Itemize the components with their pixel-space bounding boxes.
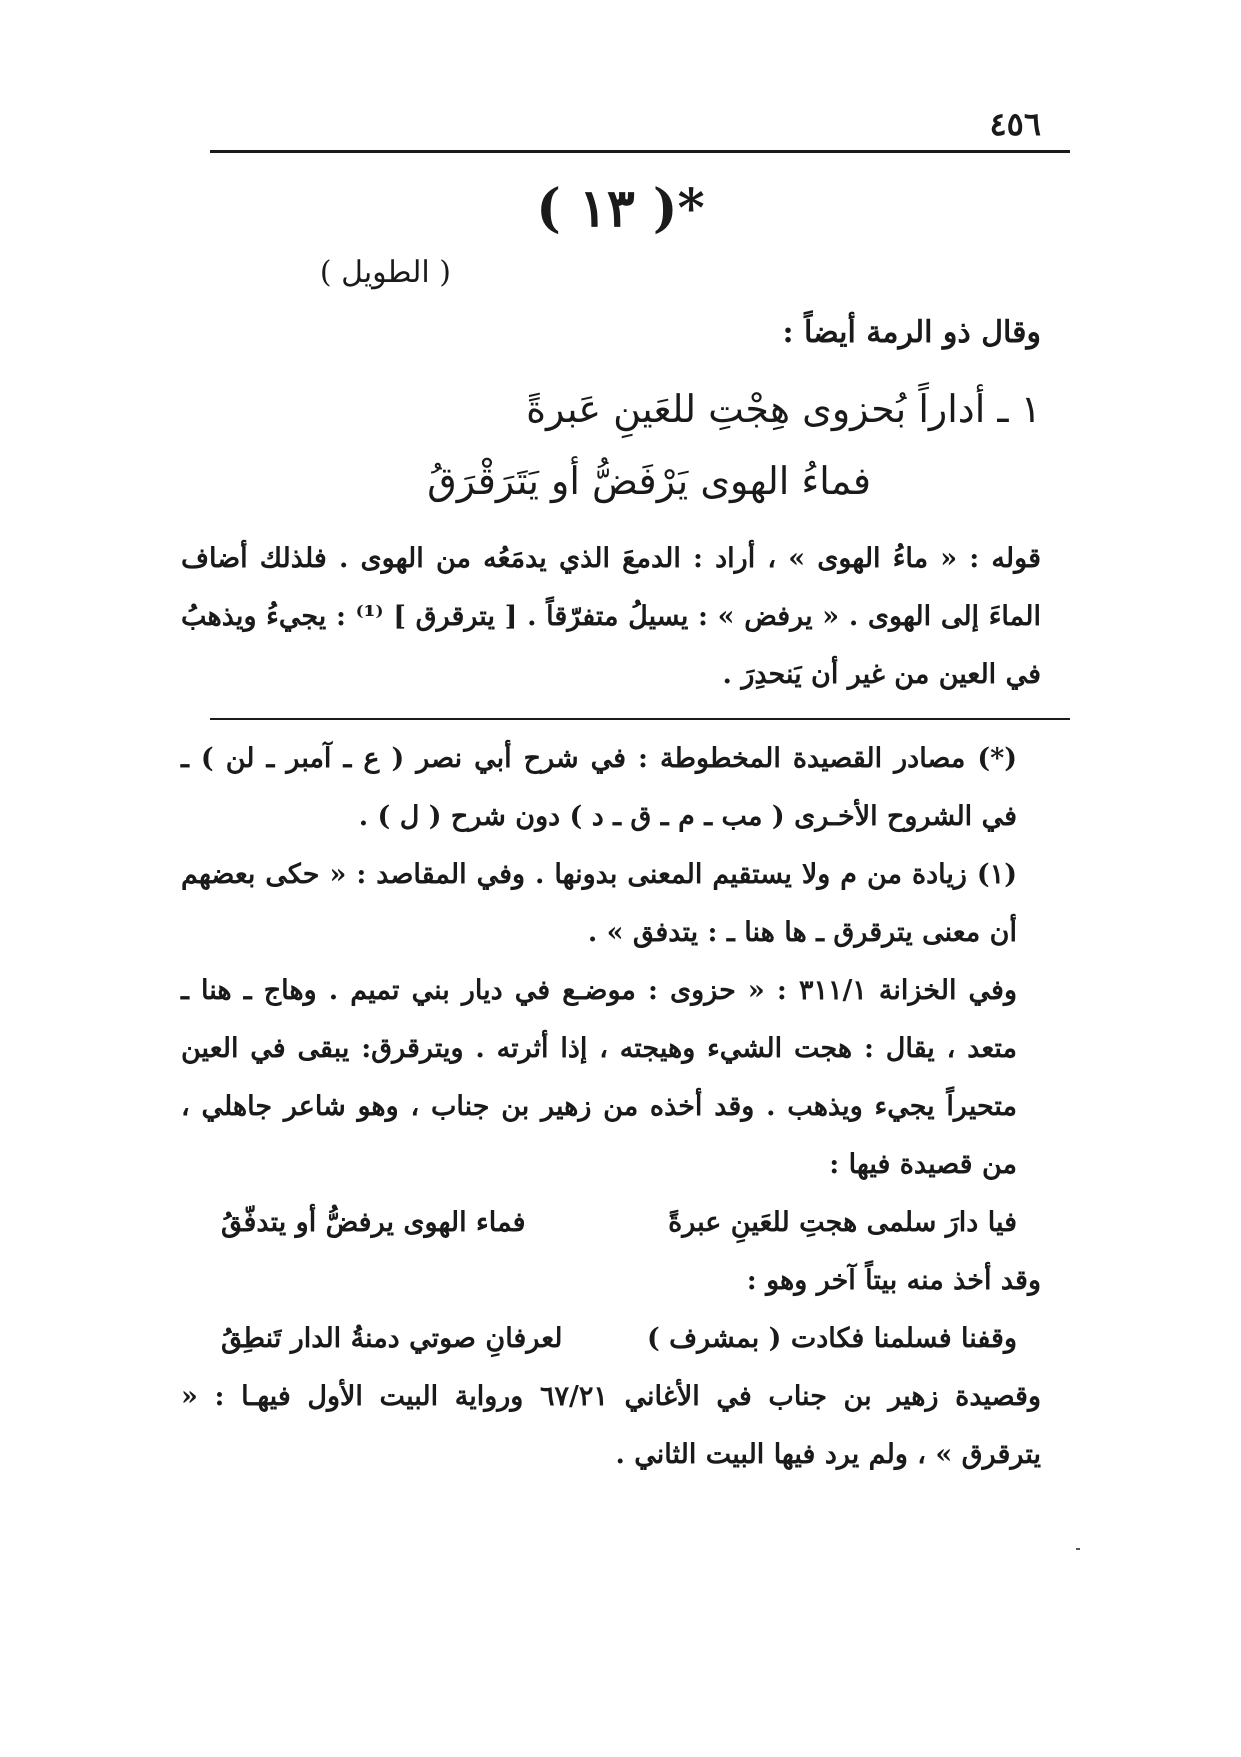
commentary: قوله : « ماءُ الهوى » ، أراد : الدمعَ الذي يدمَعُه من الهوى . فلذلك أضاف الماءَ إلى الهوى . « يرفض » : يسيلُ متفرّقاً . [ يترقرق ] ⁽¹⁾ : يجيءُ ويذهبُ في العين من غير أن يَنحدِرَ . [181, 543, 1041, 690]
footnote-khizana: وفي الخزانة ٣١١/١ : « حزوى : موضـع في ديار بني تميم . وهاج ـ هنا ـ متعد ، يقال : هجت الشيء وهيجته ، إذا أثرته . ويترقرق: يبقى في العين متحيراً يجيء ويذهب . وقد أخذه من زهير بن جناب ، وهو شاعر جاهلي ، من قصيدة فيها : [181, 975, 1018, 1180]
quoted-verse-2-second: لعرفانِ صوتي دمنةُ الدار تَنطِقُ [221, 1323, 563, 1354]
footnote-another-verse: وقد أخذ منه بيتاً آخر وهو : [746, 1265, 1041, 1296]
page-number: ٤٥٦ [989, 105, 1041, 143]
verse-first-hemistich: ١ ـ أداراً بُحزوى هِجْتِ للعَينِ عَبرةً [526, 387, 1041, 431]
footnote-rule [210, 718, 1070, 720]
quoted-verse-2-first: وقفنا فسلمنا فكادت ( بمشرف ) [646, 1323, 1017, 1354]
footnote-1: (١) زيادة من م ولا يستقيم المعنى بدونها . وفي المقاصد : « حكى بعضهم أن معنى يترقرق ـ ها هنا ـ : يتدفق » . [181, 859, 1017, 948]
quoted-verse-1 [181, 1194, 1041, 1252]
meter-label: ( الطويل ) [319, 255, 451, 290]
poem-intro: وقال ذو الرمة أيضاً : [782, 315, 1041, 350]
footnote-star: (*) مصادر القصيدة المخطوطة : في شرح أبي نصر ( ع ـ آمبر ـ لن ) ـ في الشروح الأخـرى ( مب ـ م ـ ق ـ د ) دون شرح ( ل ) . [181, 743, 1017, 832]
scan-mark [1076, 1548, 1080, 1550]
poem-number: *( ١٣ ) [536, 178, 705, 239]
footnote-aghani: وقصيدة زهير بن جناب في الأغاني ٦٧/٢١ ورواية البيت الأول فيهـا : « يترقرق » ، ولم يرد فيها البيت الثاني . [181, 1381, 1041, 1470]
verse-second-hemistich: فماءُ الهوى يَرْفَضُّ أو يَتَرَقْرَقُ [427, 459, 871, 503]
header-rule [210, 150, 1070, 153]
quoted-verse-1-first: فيا دارَ سلمى هجتِ للعَينِ عبرةً [668, 1207, 1017, 1238]
footnotes [181, 730, 1041, 1484]
quoted-verse-2 [181, 1310, 1041, 1368]
quoted-verse-1-second: فماء الهوى يرفضُّ أو يتدفّقُ [221, 1207, 526, 1238]
